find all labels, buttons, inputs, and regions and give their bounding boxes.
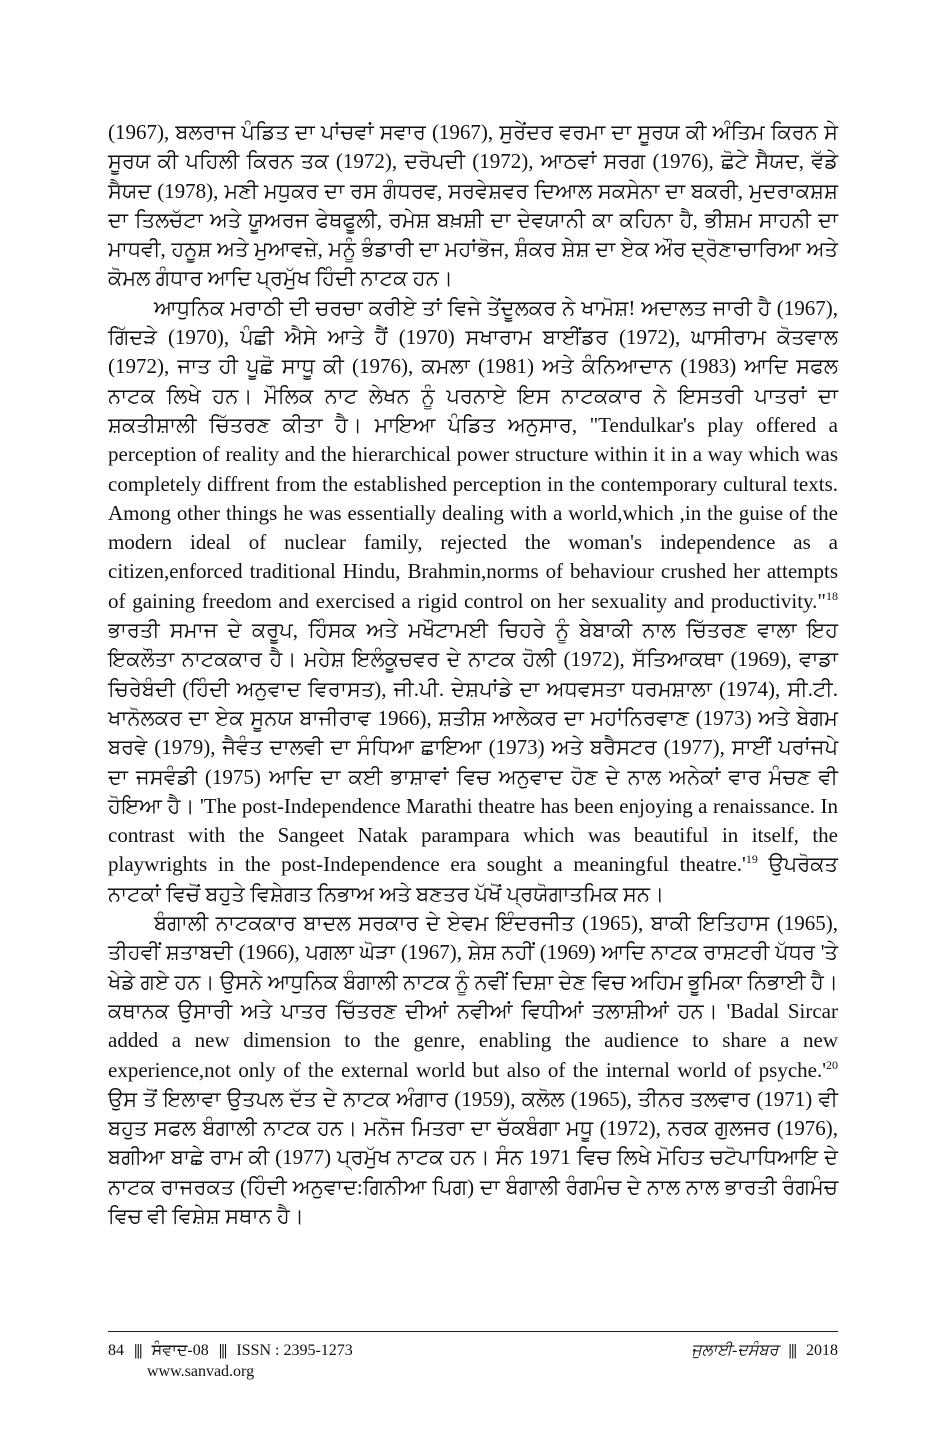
footnote-ref-19[interactable]: 19 [745,852,758,867]
website-link[interactable]: www.sanvad.org [147,1363,255,1380]
separator-icon: ||| [134,1342,142,1359]
separator-icon: ||| [788,1342,796,1359]
marathi-text-c: ਉਪਰੋਕਤ ਨਾਟਕਾਂ ਵਿਚੋਂ ਬਹੁਤੇ ਵਿਸ਼ੇਗਤ ਨਿਭਾਅ ਅਤੇ ਬਣਤਰ ਪੱਖੋਂ ਪ੍ਰਯੋਗਾਤਮਿਕ ਸਨ। [108,852,838,906]
issue-period: ਜੁਲਾਈ-ਦਸੰਬਰ [691,1342,779,1359]
paragraph-marathi-plays [108,294,838,909]
footnote-ref-18[interactable]: 18 [826,588,838,603]
journal-name: ਸੰਵਾਦ-08 [151,1342,209,1359]
bengali-text-a: ਬੰਗਾਲੀ ਨਾਟਕਕਾਰ ਬਾਦਲ ਸਰਕਾਰ ਦੇ ਏਵਮ ਇੰਦਰਜੀਤ (1965), ਬਾਕੀ ਇਤਿਹਾਸ (1965), ਤੀਹਵੀਂ ਸ਼ਤਾਬਦੀ (1966), ਪਗਲਾ ਘੋੜਾ (1967), ਸ਼ੇਸ਼ ਨਹੀਂ (1969) ਆਦਿ ਨਾਟਕ ਰਾਸ਼ਟਰੀ ਪੱਧਰ 'ਤੇ ਖੇਡੇ ਗਏ ਹਨ। ਉਸਨੇ ਆਧੁਨਿਕ ਬੰਗਾਲੀ ਨਾਟਕ ਨੂੰ ਨਵੀਂ ਦਿਸ਼ਾ ਦੇਣ ਵਿਚ ਅਹਿਮ ਭੂਮਿਕਾ ਨਿਭਾਈ ਹੈ। ਕਥਾਨਕ ਉਸਾਰੀ ਅਤੇ ਪਾਤਰ ਚਿੱਤਰਣ ਦੀਆਂ ਨਵੀਆਂ ਵਿਧੀਆਂ ਤਲਾਸ਼ੀਆਂ ਹਨ। 'Badal Sircar added a new dimension to the genre, enabling the audience to share a new experience,not only of the external world but also of the internal world of psyche.' [108,911,838,1082]
page-number: 84 [108,1342,124,1359]
paragraph-bengali-plays [108,909,838,1231]
issue-year: 2018 [806,1342,838,1359]
paragraph-hindi-plays: (1967), ਬਲਰਾਜ ਪੰਡਿਤ ਦਾ ਪਾਂਚਵਾਂ ਸਵਾਰ (1967), ਸੁਰੇਂਦਰ ਵਰਮਾ ਦਾ ਸੂਰਯ ਕੀ ਅੰਤਿਮ ਕਿਰਨ ਸੇ ਸੂਰਯ ਕੀ ਪਹਿਲੀ ਕਿਰਨ ਤਕ (1972), ਦਰੋਪਦੀ (1972), ਆਠਵਾਂ ਸਰਗ (1976), ਛੋਟੇ ਸੈਯਦ, ਵੱਡੇ ਸੈਯਦ (1978), ਮਣੀ ਮਧੁਕਰ ਦਾ ਰਸ ਗੰਧਰਵ, ਸਰਵੇਸ਼ਵਰ ਦਿਆਲ ਸਕਸੇਨਾ ਦਾ ਬਕਰੀ, ਮੁਦਰਾਕਸ਼ਸ਼ ਦਾ ਤਿਲਚੱਟਾ ਅਤੇ ਯੂਅਰਜ ਫੇਥਫੂਲੀ, ਰਮੇਸ਼ ਬਖ਼ਸ਼ੀ ਦਾ ਦੇਵਯਾਨੀ ਕਾ ਕਹਿਨਾ ਹੈ, ਭੀਸ਼ਮ ਸਾਹਨੀ ਦਾ ਮਾਧਵੀ, ਹਨੂਸ਼ ਅਤੇ ਮੁਆਵਜ਼ੇ, ਮਨੂੰ ਭੰਡਾਰੀ ਦਾ ਮਹਾਂਭੋਜ, ਸ਼ੰਕਰ ਸ਼ੇਸ਼ ਦਾ ਏਕ ਔਰ ਦ੍ਰੋਣਾਚਾਰਿਆ ਅਤੇ ਕੋਮਲ ਗੰਧਾਰ ਆਦਿ ਪ੍ਰਮੁੱਖ ਹਿੰਦੀ ਨਾਟਕ ਹਨ। [108,120,838,291]
marathi-text-a: ਆਧੁਨਿਕ ਮਰਾਠੀ ਦੀ ਚਰਚਾ ਕਰੀਏ ਤਾਂ ਵਿਜੇ ਤੇਂਦੂਲਕਰ ਨੇ ਖਾਮੋਸ਼! ਅਦਾਲਤ ਜਾਰੀ ਹੈ (1967), ਗਿੱਦੜੇ (1970), ਪੰਛੀ ਐਸੇ ਆਤੇ ਹੈਂ (1970) ਸਖਾਰਾਮ ਬਾਈਂਡਰ (1972), ਘਾਸੀਰਾਮ ਕੋਤਵਾਲ (1972), ਜਾਤ ਹੀ ਪੂਛੋ ਸਾਧੂ ਕੀ (1976), ਕਮਲਾ (1981) ਅਤੇ ਕੰਨਿਆਦਾਨ (1983) ਆਦਿ ਸਫਲ ਨਾਟਕ ਲਿਖੇ ਹਨ। ਮੌਲਿਕ ਨਾਟ ਲੇਖਨ ਨੂੰ ਪਰਨਾਏ ਇਸ ਨਾਟਕਕਾਰ ਨੇ ਇਸਤਰੀ ਪਾਤਰਾਂ ਦਾ ਸ਼ਕਤੀਸ਼ਾਲੀ ਚਿੱਤਰਣ ਕੀਤਾ ਹੈ। ਮਾਇਆ ਪੰਡਿਤ ਅਨੁਸਾਰ, "Tendulkar's play offered a perception of reality and the hierarchical power structure within it in a way which was completely diffrent from the established perception in the contemporary cultural texts. Among other things he was essentially dealing with a world,which ,in the guise of the modern ideal of nuclear family, rejected the woman's independence as a citizen,enforced traditional Hindu, Brahmin,norms of behaviour crushed her attempts of gaining freedom and exercised a rigid control on her sexuality and productivity." [108,295,838,613]
article-body [108,118,838,1231]
marathi-text-b: ਭਾਰਤੀ ਸਮਾਜ ਦੇ ਕਰੂਪ, ਹਿੰਸਕ ਅਤੇ ਮਖੌਟਾਮਈ ਚਿਹਰੇ ਨੂੰ ਬੇਬਾਕੀ ਨਾਲ ਚਿੱਤਰਣ ਵਾਲਾ ਇਹ ਇਕਲੌਤਾ ਨਾਟਕਕਾਰ ਹੈ। ਮਹੇਸ਼ ਇਲੰਕੂਚਵਰ ਦੇ ਨਾਟਕ ਹੋਲੀ (1972), ਸੱਤਿਆਕਥਾ (1969), ਵਾਡਾ ਚਿਰੇਬੰਦੀ (ਹਿੰਦੀ ਅਨੁਵਾਦ ਵਿਰਾਸਤ), ਜੀ.ਪੀ. ਦੇਸ਼ਪਾਂਡੇ ਦਾ ਅਧਵਸਤਾ ਧਰਮਸ਼ਾਲਾ (1974), ਸੀ.ਟੀ. ਖਾਨੋਲਕਰ ਦਾ ਏਕ ਸੂਨਯ ਬਾਜੀਰਾਵ 1966), ਸ਼ਤੀਸ਼ ਆਲੇਕਰ ਦਾ ਮਹਾਂਨਿਰਵਾਣ (1973) ਅਤੇ ਬੇਗਮ ਬਰਵੇ (1979), ਜੈਵੰਤ ਦਾਲਵੀ ਦਾ ਸੰਧਿਆ ਛਾਇਆ (1973) ਅਤੇ ਬਰੈਸਟਰ (1977), ਸਾਈਂ ਪਰਾਂਜਪੇ ਦਾ ਜਸਵੰਡੀ (1975) ਆਦਿ ਦਾ ਕਈ ਭਾਸ਼ਾਵਾਂ ਵਿਚ ਅਨੁਵਾਦ ਹੋਣ ਦੇ ਨਾਲ ਅਨੇਕਾਂ ਵਾਰ ਮੰਚਣ ਵੀ ਹੋਇਆ ਹੈ। 'The post-Independence Marathi theatre has been enjoying a renaissance. In contrast with the Sangeet Natak parampara which was beautiful in itself, the playwrights in the post-Independence era sought a meaningful theatre.' [108,618,838,877]
bengali-text-b: ਉਸ ਤੋਂ ਇਲਾਵਾ ਉਤਪਲ ਦੱਤ ਦੇ ਨਾਟਕ ਅੰਗਾਰ (1959), ਕਲੋਲ (1965), ਤੀਨਰ ਤਲਵਾਰ (1971) ਵੀ ਬਹੁਤ ਸਫਲ ਬੰਗਾਲੀ ਨਾਟਕ ਹਨ। ਮਨੋਜ ਮਿਤਰਾ ਦਾ ਚੱਕਬੰਗਾ ਮਧੂ (1972), ਨਰਕ ਗੁਲਜਰ (1976), ਬਗੀਆ ਬਾਛੇ ਰਾਮ ਕੀ (1977) ਪ੍ਰਮੁੱਖ ਨਾਟਕ ਹਨ। ਸੰਨ 1971 ਵਿਚ ਲਿਖੇ ਮੋਹਿਤ ਚਟੋਪਾਧਿਆਇ ਦੇ ਨਾਟਕ ਰਾਜਰਕਤ (ਹਿੰਦੀ ਅਨੁਵਾਦ:ਗਿਨੀਆ ਪਿਗ) ਦਾ ਬੰਗਾਲੀ ਰੰਗਮੰਚ ਦੇ ਨਾਲ ਨਾਲ ਭਾਰਤੀ ਰੰਗਮੰਚ ਵਿਚ ਵੀ ਵਿਸ਼ੇਸ਼ ਸਥਾਨ ਹੈ। [108,1086,838,1228]
footnote-ref-20[interactable]: 20 [826,1057,838,1072]
footer-right [691,1340,838,1362]
footer-divider [108,1331,838,1332]
issn: ISSN : 2395-1273 [236,1342,353,1359]
footer-left [108,1340,353,1362]
separator-icon: ||| [218,1342,227,1359]
